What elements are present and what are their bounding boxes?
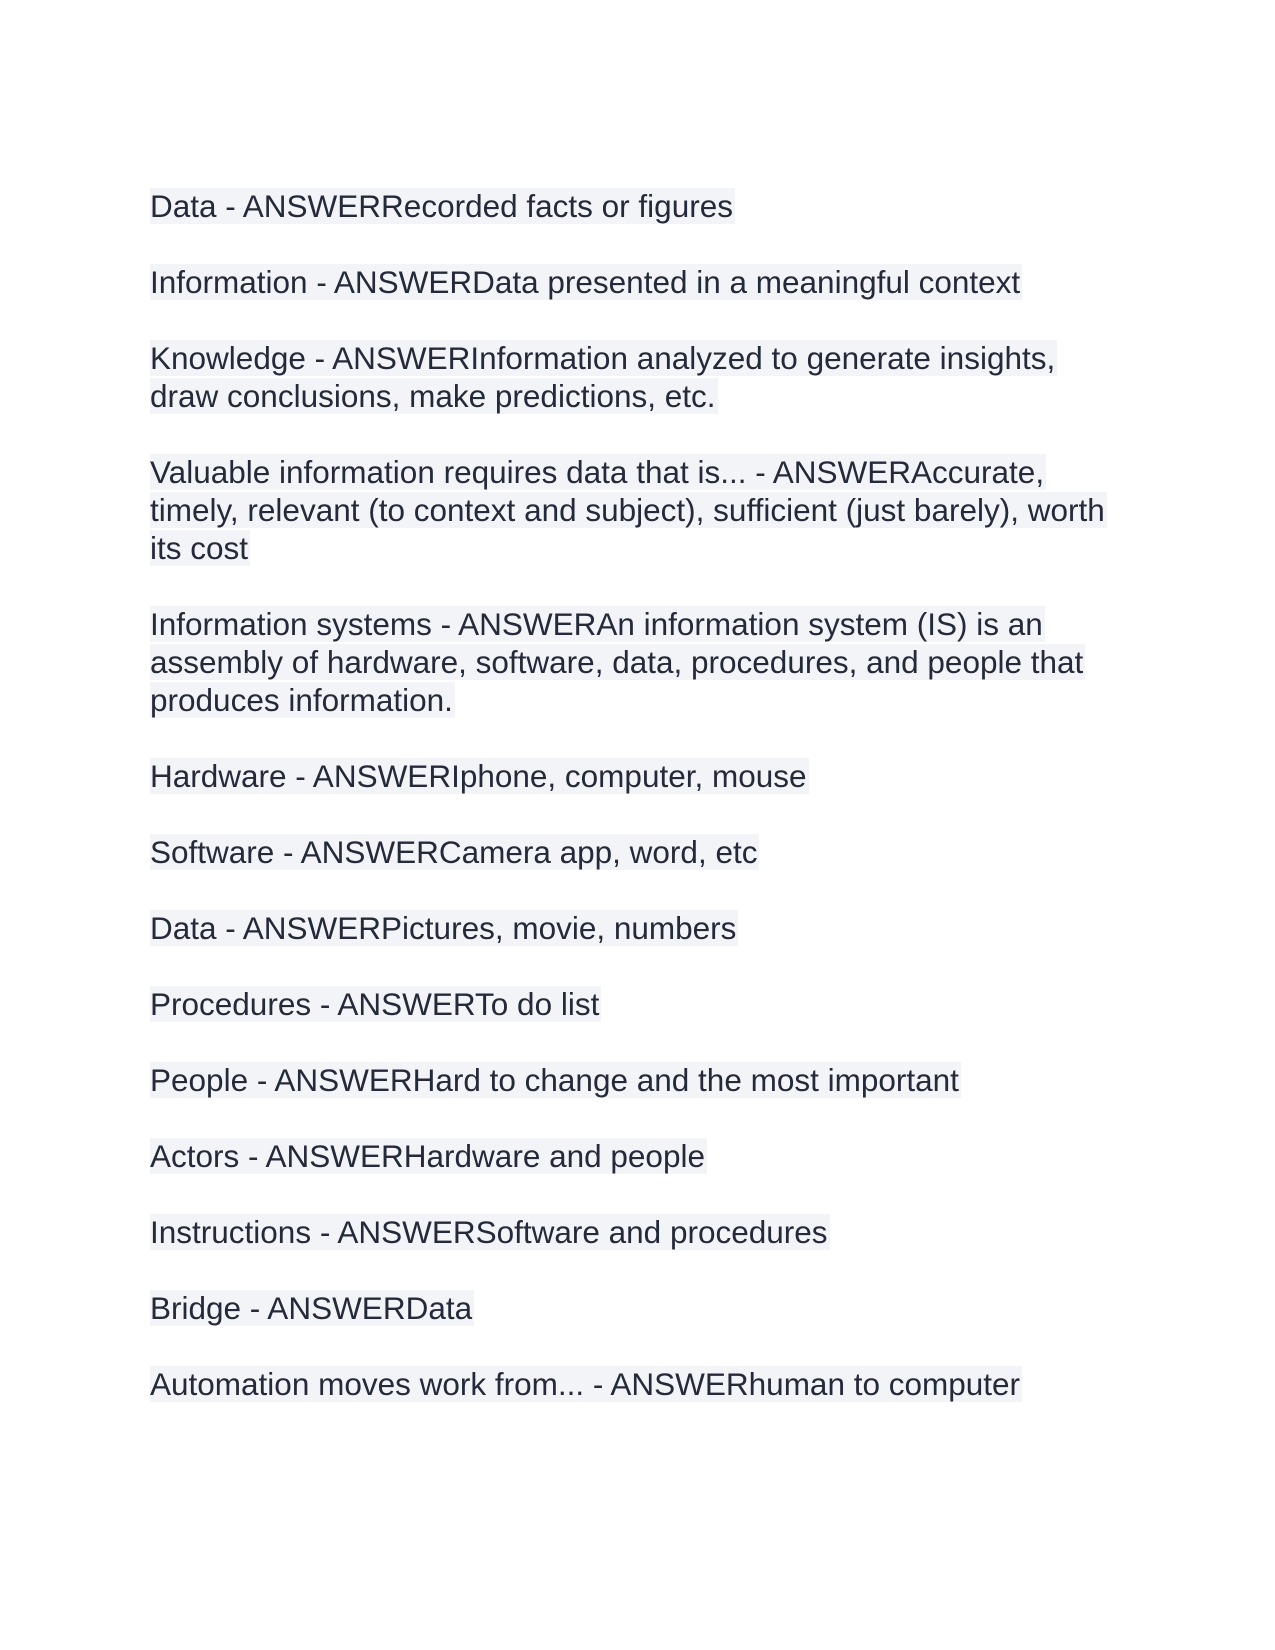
flashcard-hardware xyxy=(150,757,1110,795)
flashcard-data-examples xyxy=(150,909,1110,947)
flashcard-valuable-information xyxy=(150,453,1110,567)
flashcard-text: Software - ANSWERCamera app, word, etc xyxy=(150,834,758,870)
flashcard-text: Automation moves work from... - ANSWERhuman to computer xyxy=(150,1366,1021,1402)
flashcard-text: Instructions - ANSWERSoftware and procedures xyxy=(150,1214,828,1250)
flashcard-text: People - ANSWERHard to change and the most important xyxy=(150,1062,959,1098)
flashcard-text: Data - ANSWERRecorded facts or figures xyxy=(150,188,733,224)
flashcard-knowledge xyxy=(150,339,1110,415)
flashcard-text: Hardware - ANSWERIphone, computer, mouse xyxy=(150,758,807,794)
flashcard-text: Information systems - ANSWERAn information system (IS) is an assembly of hardware, software, data, procedures, and people that produces information. xyxy=(150,606,1084,718)
flashcard-text: Bridge - ANSWERData xyxy=(150,1290,473,1326)
flashcard-information-systems xyxy=(150,605,1110,719)
flashcard-text: Valuable information requires data that is... - ANSWERAccurate, timely, relevant (to context and subject), sufficient (just barely), worth its cost xyxy=(150,454,1105,566)
flashcard-people xyxy=(150,1061,1110,1099)
flashcard-bridge xyxy=(150,1289,1110,1327)
flashcard-text: Procedures - ANSWERTo do list xyxy=(150,986,600,1022)
flashcard-actors xyxy=(150,1137,1110,1175)
flashcard-procedures xyxy=(150,985,1110,1023)
flashcard-information xyxy=(150,263,1110,301)
flashcard-text: Knowledge - ANSWERInformation analyzed to generate insights, draw conclusions, make predictions, etc. xyxy=(150,340,1056,414)
flashcard-automation xyxy=(150,1365,1110,1403)
flashcard-text: Actors - ANSWERHardware and people xyxy=(150,1138,705,1174)
flashcard-list xyxy=(150,187,1110,1441)
flashcard-instructions xyxy=(150,1213,1110,1251)
flashcard-text: Data - ANSWERPictures, movie, numbers xyxy=(150,910,737,946)
flashcard-software xyxy=(150,833,1110,871)
flashcard-text: Information - ANSWERData presented in a meaningful context xyxy=(150,264,1021,300)
flashcard-data xyxy=(150,187,1110,225)
